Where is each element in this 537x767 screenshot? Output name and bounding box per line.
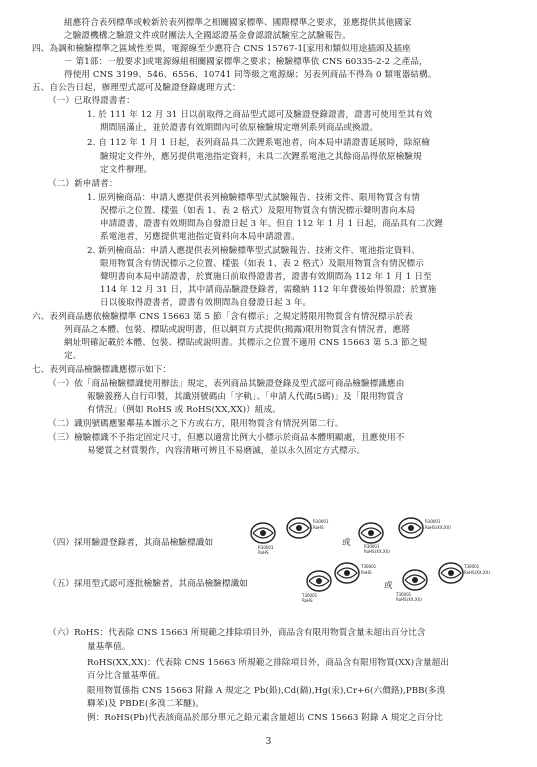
mark-rohs: RoHS — [302, 598, 313, 603]
certification-mark-1 — [250, 520, 276, 555]
text-line: 況標示之位置、樣張（如表 1、表 2 格式）及限用物質含有情況標示聲明書向本局 — [100, 206, 416, 216]
mark-code: T30001 — [396, 592, 412, 597]
commodity-inspection-mark-icon — [398, 515, 424, 541]
type-approval-mark-2 — [334, 560, 377, 590]
commodity-inspection-mark-icon — [334, 560, 360, 586]
certification-mark-4 — [398, 515, 451, 545]
text-line: 定。 — [64, 351, 82, 361]
commodity-inspection-mark-icon — [402, 567, 428, 593]
commodity-inspection-mark-icon — [438, 560, 464, 586]
mark-rohs: RoHS — [258, 550, 269, 555]
text-line: 百分比含量基準值。 — [87, 671, 166, 681]
type-approval-mark-4 — [438, 560, 490, 590]
commodity-inspection-mark-icon — [358, 520, 384, 546]
text-line: 列商品之本體、包裝、標貼或說明書，但以網頁方式提供(揭露)限用物質含有情況者，應將 — [64, 325, 410, 335]
text-line: 2. 自 112 年 1 月 1 日起，表列商品具二次鋰系電池者，向本局申請證書延展時，除原檢 — [87, 138, 430, 148]
text-line: 申請證書，證書有效期間為自發證日起 3 年。但自 112 年 1 月 1 日起，商品具有二次鋰 — [100, 219, 443, 229]
mark-code: T30001 — [464, 564, 480, 569]
text-line: 報驗義務人自行印製，其識別號碼由「字軌」、「申請人代碼(5碼)」及「限用物質含 — [87, 392, 404, 402]
text-line: 五、自公告日起，辦理型式認可及驗證登錄處理方式： — [32, 83, 241, 93]
text-line: 聲明書向本局申請證書，於實施日前取得證書者，證書有效期間為 112 年 1 月 1 日至 — [100, 272, 432, 282]
text-line: 七、表列商品檢驗標識應標示如下： — [32, 365, 172, 375]
text-line: － 第1部：一般要求]或電源線組相關國家標準之要求；檢驗標準依 CNS 60335-2-2 之產品， — [64, 57, 428, 67]
type-approval-mark-3 — [396, 567, 428, 602]
commodity-inspection-mark-icon — [250, 520, 276, 546]
page-number: 3 — [265, 737, 272, 747]
text-line: 2. 新列檢商品：申請人應提供表列檢驗標準型式試驗報告、技術文件、電池指定資料、 — [87, 246, 420, 256]
text-line: 組應符合表列標準或較新於表列標準之相關國家標準、國際標準之要求，並應提供其他國家 — [64, 18, 412, 28]
mark-code: T30001 — [302, 593, 318, 598]
text-line: 日以後取得證書者，證書有效期間為自發證日起 3 年。 — [100, 298, 312, 308]
mark-code: R30001 — [364, 544, 380, 549]
or-label: 或 — [342, 538, 351, 548]
text-line: （二）新申請者： — [48, 179, 118, 189]
text-line: 網址明確記載於本體、包裝、標貼或說明書。其標示之位置不適用 CNS 15663 第 5.3 節之規 — [64, 338, 428, 348]
text-line: 有情況」（例如 RoHS 或 RoHS(XX,XX)）組成。 — [87, 405, 281, 415]
text-line: RoHS(XX,XX)：代表除 CNS 15663 所規範之排除項目外，商品含有限用物質(XX)含量超出 — [87, 658, 450, 668]
text-line: （四）採用驗證登錄者，其商品檢驗標識如 — [48, 538, 214, 548]
text-line: （二）識別號碼應緊鄰基本圖示之下方或右方，限用物質含有情況列第二行。 — [48, 419, 344, 429]
mark-rohs: RoHS(XX,XX) — [364, 549, 390, 554]
mark-rohs: RoHS — [361, 570, 372, 575]
text-line: 得使用 CNS 3199、546、6556、10741 同等級之電源線；另表列商品不得為 0 類電器結構。 — [64, 70, 437, 80]
text-line: 114 年 12 月 31 日，其中請商品驗證登錄者，需繳納 112 年年費後始得領證；於實施 — [100, 285, 437, 295]
text-line: 定文件辦理。 — [100, 165, 153, 175]
text-line: 四、為調和檢驗標準之區域性差異，電源線至少應符合 CNS 15767-1[家用和類似用途插頭及插座 — [32, 44, 411, 54]
mark-code: R30001 — [425, 519, 441, 524]
commodity-inspection-mark-icon — [306, 568, 332, 594]
text-line: 量基準值。 — [87, 642, 131, 652]
text-line: 六、表列商品應依檢驗標準 CNS 15663 第 5 節「含有標示」之規定將限用物質含有情況標示於表 — [32, 312, 413, 322]
text-line: （六）RoHS：代表除 CNS 15663 所規範之排除項目外，商品含有限用物質含量未超出百分比含 — [48, 628, 426, 638]
mark-code: T30001 — [361, 564, 377, 569]
text-line: 易變質之材質製作，內容清晰可辨且不易磨滅，並以永久固定方式標示。 — [87, 446, 366, 456]
certification-mark-3 — [358, 520, 390, 554]
mark-rohs: RoHS — [313, 525, 324, 530]
text-line: （三）檢驗標識不予指定固定尺寸，但應以適當比例大小標示於商品本體明顯處，且應使用不 — [48, 433, 405, 443]
text-line: 聯苯)及 PBDE(多溴二苯醚)。 — [87, 699, 205, 709]
or-label: 或 — [384, 581, 393, 591]
text-line: 期間屆滿止，並於證書有效期間內可依原檢驗規定增列系列商品或換證。 — [100, 123, 379, 133]
text-line: 驗規定文件外，應另提供電池指定資料，未具二次鋰系電池之其餘商品得依原檢驗規 — [100, 152, 422, 162]
mark-rohs: RoHS(XX,XX) — [396, 597, 422, 602]
mark-code: R30001 — [313, 519, 329, 524]
text-line: 例：RoHS(Pb)代表該商品於部分單元之鉛元素含量超出 CNS 15663 附錄 A 規定之百分比 — [87, 713, 443, 723]
text-line: （一）已取得證書者： — [48, 96, 135, 106]
mark-rohs: RoHS(XX,XX) — [425, 525, 451, 530]
text-line: 系電池者，另應提供電池指定資料向本局申請證書。 — [100, 232, 300, 242]
text-line: 1. 於 111 年 12 月 31 日以前取得之商品型式認可及驗證登錄證書，證書可使用至其有效 — [87, 110, 433, 120]
mark-code: R30001 — [258, 545, 274, 550]
text-line: 限用物質係指 CNS 15663 附錄 A 規定之 Pb(鉛),Cd(鎘),Hg(汞),Cr+6(六價鉻),PBB(多溴 — [87, 686, 446, 696]
text-line: 1. 原列檢商品：申請人應提供表列檢驗標準型式試驗報告、技術文件、限用物質含有情 — [87, 193, 420, 203]
mark-rohs: RoHS(XX,XX) — [464, 570, 490, 575]
text-line: 限用物質含有情況標示之位置、樣張（如表 1、表 2 格式）及限用物質含有情況標示 — [100, 259, 424, 269]
type-approval-mark-1 — [302, 568, 332, 603]
text-line: （五）採用型式認可逐批檢驗者，其商品檢驗標識如 — [48, 579, 248, 589]
certification-mark-2 — [286, 515, 329, 545]
commodity-inspection-mark-icon — [286, 515, 312, 541]
text-line: 之驗證機構之驗證文件或財團法人全國認證基金會認證試驗室之試驗報告。 — [64, 31, 351, 41]
text-line: （一）依「商品檢驗標識使用辦法」規定，表列商品其驗證登錄及型式認可商品檢驗標識應由 — [48, 379, 405, 389]
